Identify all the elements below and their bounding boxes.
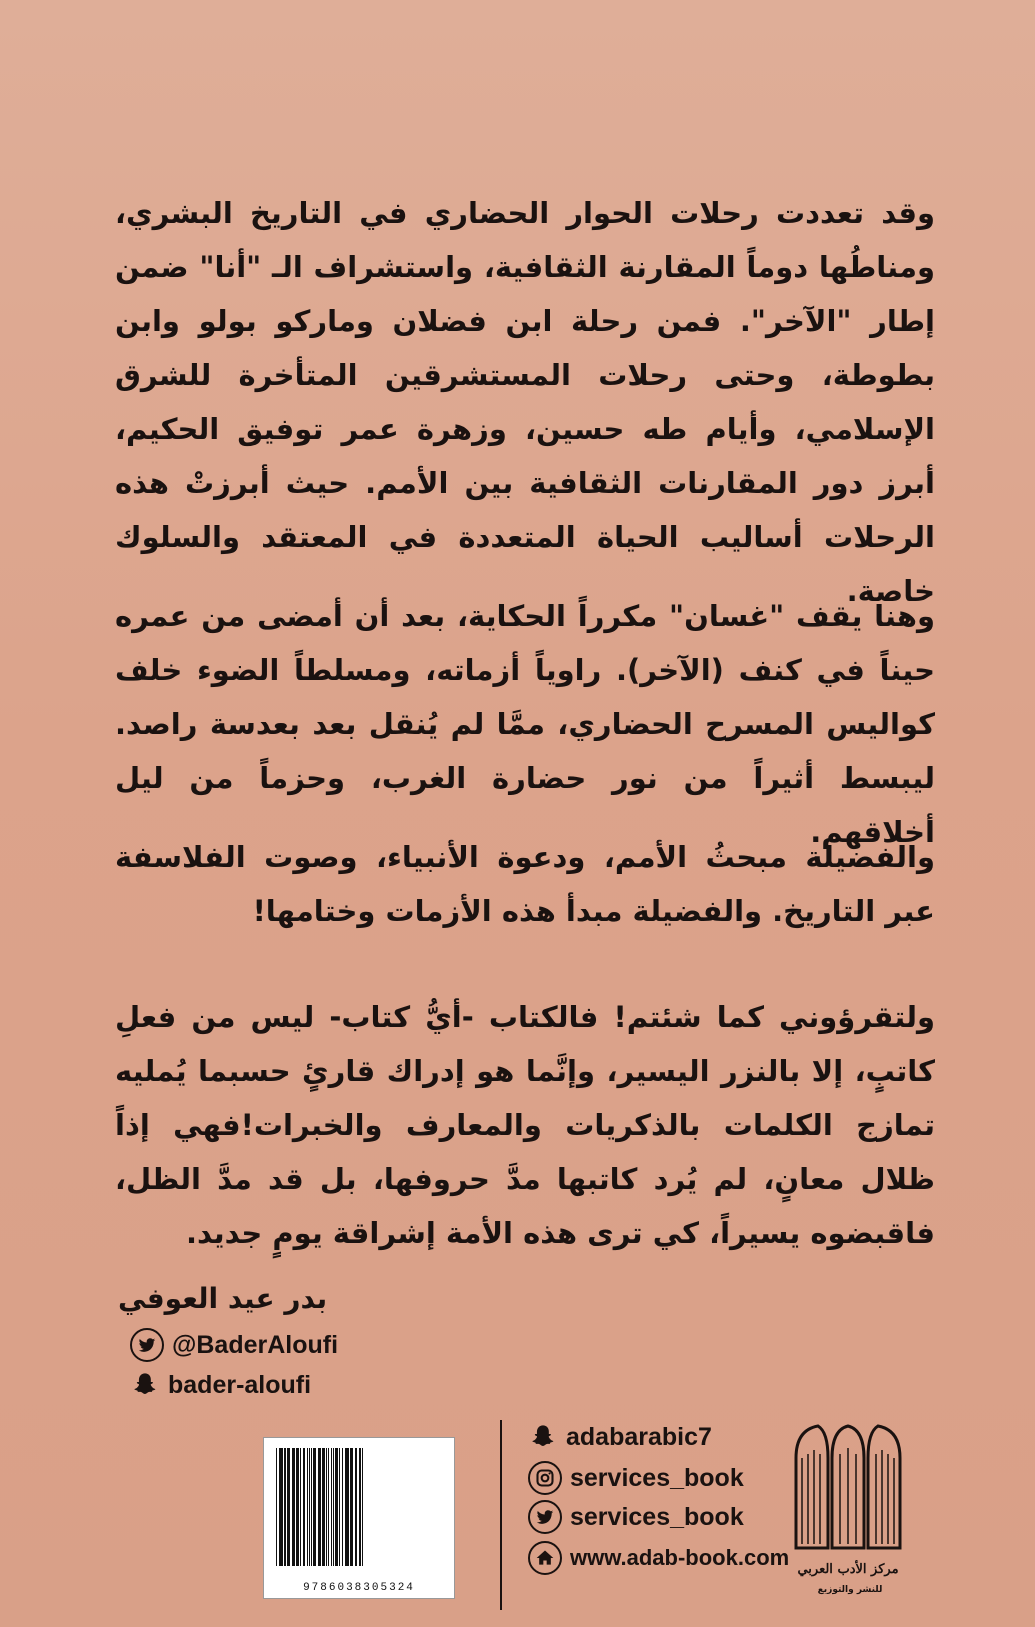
barcode-bars: [264, 1438, 454, 1578]
publisher-snapchat[interactable]: [528, 1422, 712, 1452]
barcode-bar: [284, 1448, 286, 1566]
barcode-bar: [359, 1448, 361, 1566]
publisher-twitter[interactable]: [528, 1500, 744, 1534]
barcode-bar: [307, 1448, 308, 1566]
author-snapchat-handle: bader-aloufi: [168, 1370, 312, 1399]
barcode-bar: [313, 1448, 316, 1566]
barcode-bar: [345, 1448, 349, 1566]
author-snapchat[interactable]: [130, 1370, 311, 1400]
blurb-paragraph-2: وهنا يقف "غسان" مكرراً الحكاية، بعد أن أمضى من عمره حيناً في كنف (الآخر). راوياً أزماته، ومسلطاً الضوء خلف كواليس المسرح الحضاري، ممَّا لم يُنقل بعد بعدسة راصد. ليبسط أثيراً من نور حضارة الغرب، وحزماً من ليل أخلاقهم.: [115, 599, 935, 849]
barcode-bar: [309, 1448, 310, 1566]
publisher-website-url: www.adab-book.com: [570, 1545, 790, 1570]
barcode-bar: [362, 1448, 363, 1566]
snapchat-icon: [130, 1370, 160, 1400]
publisher-snapchat-handle: adabarabic7: [566, 1422, 712, 1451]
vertical-divider: [500, 1420, 502, 1610]
barcode-bar: [300, 1448, 301, 1566]
barcode-bar: [328, 1448, 329, 1566]
isbn-barcode: [263, 1437, 455, 1599]
barcode-bar: [326, 1448, 327, 1566]
barcode-bar: [311, 1448, 312, 1566]
publisher-twitter-handle: services_book: [570, 1502, 744, 1531]
barcode-bar: [296, 1448, 299, 1566]
snapchat-icon: [528, 1422, 558, 1452]
publisher-website[interactable]: [528, 1541, 789, 1575]
twitter-icon: [130, 1328, 164, 1362]
publisher-logo: [788, 1418, 908, 1608]
barcode-bar: [276, 1448, 277, 1566]
barcode-bar: [342, 1448, 343, 1566]
author-twitter[interactable]: [130, 1328, 338, 1362]
barcode-bar: [339, 1448, 340, 1566]
barcode-bar: [287, 1448, 290, 1566]
barcode-bar: [331, 1448, 332, 1566]
barcode-bar: [333, 1448, 334, 1566]
barcode-bar: [292, 1448, 295, 1566]
barcode-bar: [279, 1448, 283, 1566]
blurb-paragraph-4: ولتقرؤوني كما شئتم! فالكتاب -أيُّ كتاب- ليس من فعلِ كاتبٍ، إلا بالنزر اليسير، وإنَّما هو إدراك قارئٍ حسبما يُمليه تمازج الكلمات بالذكريات والمعارف والخبرات!فهي إذاً ظلال معانٍ، لم يُرد كاتبها مدَّ حروفها، بل قد مدَّ الظل، فاقبضوه يسيراً، كي ترى هذه الأمة إشراقة يومٍ جديد.: [115, 1000, 935, 1250]
author-name: بدر عيد العوفي: [118, 1282, 328, 1315]
home-icon: [528, 1541, 562, 1575]
publisher-logo-name: مركز الأدب العربي: [797, 1562, 899, 1577]
publisher-instagram-handle: services_book: [570, 1463, 744, 1492]
blurb-paragraph-1: وقد تعددت رحلات الحوار الحضاري في التاريخ البشري، ومناطُها دوماً المقارنة الثقافية، واستشراف الـ "أنا" ضمن إطار "الآخر". فمن رحلة ابن فضلان وماركو بولو وابن بطوطة، وحتى رحلات المستشرقين المتأخرة للشرق الإسلامي، وأيام طه حسين، وزهرة عمر توفيق الحكيم، أبرز دور المقارنات الثقافية بين الأمم. حيث أبرزتْ هذه الرحلات أساليب الحياة المتعددة في المعتقد والسلوك خاصة.: [115, 196, 935, 608]
blurb-paragraph-3: والفضيلة مبحثُ الأمم، ودعوة الأنبياء، وصوت الفلاسفة عبر التاريخ. والفضيلة مبدأ هذه الأزمات وختامها!: [115, 840, 935, 928]
barcode-bar: [350, 1448, 353, 1566]
barcode-bar: [322, 1448, 325, 1566]
instagram-icon: [528, 1461, 562, 1495]
barcode-bar: [303, 1448, 305, 1566]
twitter-icon: [528, 1500, 562, 1534]
isbn-number: 9786038305324: [303, 1582, 415, 1594]
author-twitter-handle: @BaderAloufi: [172, 1330, 339, 1359]
barcode-bar: [335, 1448, 338, 1566]
publisher-logo-subtitle: للنشر والتوزيع: [817, 1585, 883, 1595]
barcode-bar: [318, 1448, 321, 1566]
publisher-instagram[interactable]: [528, 1461, 744, 1495]
barcode-bar: [355, 1448, 357, 1566]
